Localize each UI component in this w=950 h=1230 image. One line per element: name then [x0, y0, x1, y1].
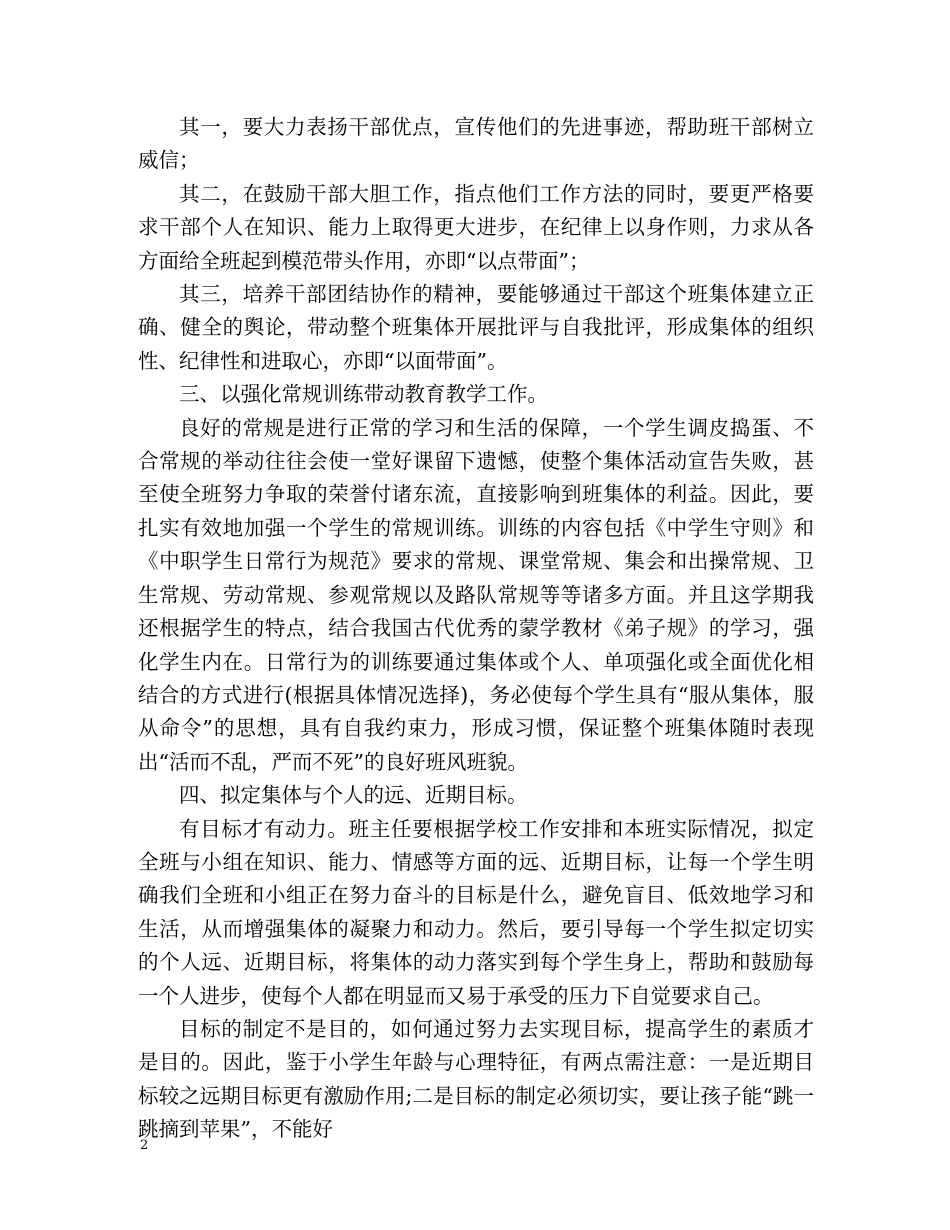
paragraph-goals: 有目标才有动力。班主任要根据学校工作安排和本班实际情况，拟定全班与小组在知识、能力、情感等方面的远、近期目标，让每一个学生明确我们全班和小组正在努力奋斗的目标是什么，避免盲目、低效地学习和生活，从而增强集体的凝聚力和动力。然后，要引导每一个学生拟定切实的个人远、近期目标，将集体的动力落实到每个学生身上，帮助和鼓励每一个人进步，使每个人都在明显而又易于承受的压力下自觉要求自己。 [138, 816, 814, 1008]
paragraph-goal-setting: 目标的制定不是目的，如何通过努力去实现目标，提高学生的素质才是目的。因此，鉴于小学生年龄与心理特征，有两点需注意：一是近期目标较之远期目标更有激励作用;二是目标的制定必须切实，要让孩子能“跳一跳摘到苹果”，不能好 [138, 1016, 814, 1142]
paragraph-point-one: 其一，要大力表扬干部优点，宣传他们的先进事迹，帮助班干部树立威信； [138, 115, 814, 173]
page-body [138, 111, 814, 1147]
paragraph-point-three: 其三，培养干部团结协作的精神，要能够通过干部这个班集体建立正确、健全的舆论，带动整个班集体开展批评与自我批评，形成集体的组织性、纪律性和进取心，亦即“以面带面”。 [138, 282, 814, 373]
section-heading-three: 三、以强化常规训练带动教育教学工作。 [179, 382, 548, 407]
paragraph-routine-training: 良好的常规是进行正常的学习和生活的保障，一个学生调皮捣蛋、不合常规的举动往往会使一堂好课留下遗憾，使整个集体活动宣告失败，甚至使全班努力争取的荣誉付诸东流，直接影响到班集体的利益。因此，要扎实有效地加强一个学生的常规训练。训练的内容包括《中学生守则》和《中职学生日常行为规范》要求的常规、课堂常规、集会和出操常规、卫生常规、劳动常规、参观常规以及路队常规等等诸多方面。并且这学期我还根据学生的特点，结合我国古代优秀的蒙学教材《弟子规》的学习，强化学生内在。日常行为的训练要通过集体或个人、单项强化或全面优化相结合的方式进行(根据具体情况选择)，务必使每个学生具有“服从集体，服从命令”的思想，具有自我约束力，形成习惯，保证整个班集体随时表现出“活而不乱，严而不死”的良好班风班貌。 [138, 415, 814, 774]
page-number: 2 [140, 1138, 149, 1153]
section-heading-four: 四、拟定集体与个人的远、近期目标。 [179, 783, 528, 808]
paragraph-point-two: 其二，在鼓励干部大胆工作，指点他们工作方法的同时，要更严格要求干部个人在知识、能力上取得更大进步，在纪律上以身作则，力求从各方面给全班起到模范带头作用，亦即“以点带面”； [138, 181, 814, 273]
